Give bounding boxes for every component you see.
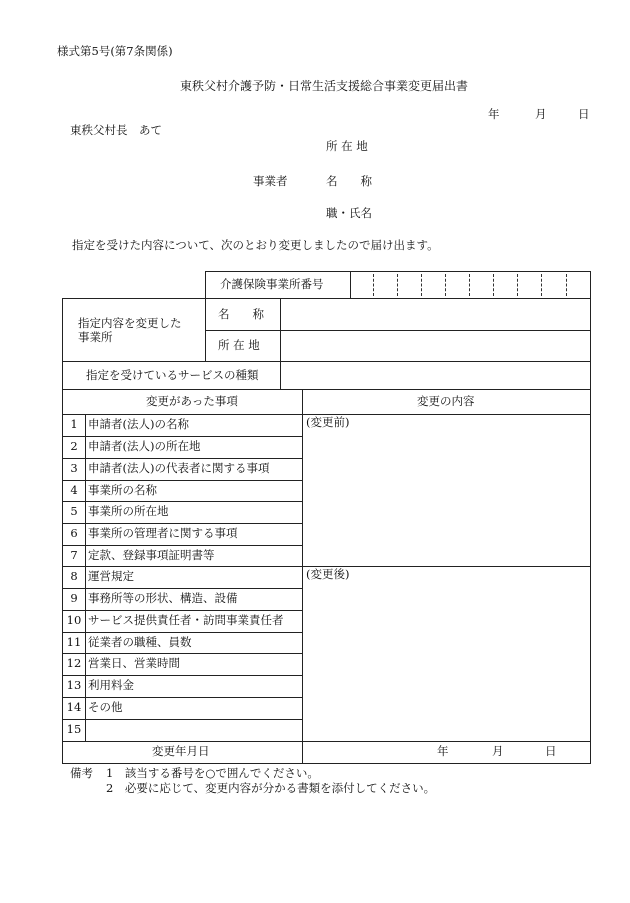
applicant-name-label: 名 称 [326,174,372,188]
changed-office-label-line2: 事業所 [78,330,113,344]
item-label: 利用料金 [88,678,134,692]
after-label: (変更後) [306,567,350,581]
item-label: 事業所の名称 [88,483,157,497]
item-label: その他 [88,700,123,714]
office-address-label: 所 在 地 [218,338,260,352]
item-number: 10 [66,613,82,627]
document-title: 東秩父村介護予防・日常生活支援総合事業変更届出書 [180,79,469,93]
items-header: 変更があった事項 [146,394,238,408]
form-number: 様式第5号(第7条関係) [57,44,173,58]
item-number: 6 [70,526,78,540]
item-label: 事務所等の形状、構造、設備 [88,591,238,605]
addressee: 東秩父村長 あて [70,123,162,137]
office-number-label: 介護保険事業所番号 [220,277,324,291]
content-header: 変更の内容 [417,394,475,408]
item-label: 従業者の職種、員数 [88,635,192,649]
item-number: 1 [70,417,78,431]
item-label: サービス提供責任者・訪問事業責任者 [88,613,284,627]
after-content-field[interactable] [304,582,589,739]
service-type-field[interactable] [282,363,589,388]
item-number: 8 [70,569,78,583]
item-label: 申請者(法人)の所在地 [88,439,201,453]
note-1: 1 該当する番号を○で囲んでください。 [106,766,319,780]
item-number: 13 [66,678,82,692]
item-number: 12 [66,656,82,670]
change-date-year[interactable]: 年 [437,744,449,758]
office-name-field[interactable] [282,300,589,329]
change-date-label: 変更年月日 [152,744,210,758]
item-number: 4 [70,483,78,497]
item-label: 運営規定 [88,569,134,583]
item-number: 7 [70,548,78,562]
item-number: 9 [70,591,78,605]
item-number: 3 [70,461,78,475]
office-address-field[interactable] [282,332,589,360]
item-number: 15 [66,722,82,736]
service-type-label: 指定を受けているサービスの種類 [86,368,259,382]
header-date-year: 年 [488,107,500,121]
before-content-field[interactable] [304,430,589,564]
applicant-jigyosha-label: 事業者 [253,174,288,188]
item-label: 定款、登録事項証明書等 [88,548,215,562]
before-label: (変更前) [306,415,350,429]
item-number: 14 [66,700,82,714]
header-date-month: 月 [535,107,547,121]
item-label: 申請者(法人)の代表者に関する事項 [88,461,270,475]
applicant-position-label: 職・氏名 [326,206,372,220]
item-number: 5 [70,504,78,518]
office-name-label: 名 称 [218,307,264,321]
changed-office-label-line1: 指定内容を変更した [78,316,182,330]
item-number: 2 [70,439,78,453]
item-label: 事業所の所在地 [88,504,169,518]
header-date-day: 日 [578,107,590,121]
item-number: 11 [66,635,82,649]
item-label: 営業日、営業時間 [88,656,180,670]
notes-label: 備考 [70,766,93,780]
change-date-day[interactable]: 日 [545,744,557,758]
item-label: 事業所の管理者に関する事項 [88,526,238,540]
item-label: 申請者(法人)の名称 [88,417,189,431]
note-2: 2 必要に応じて、変更内容が分かる書類を添付してください。 [106,781,436,795]
applicant-address-label: 所 在 地 [326,139,368,153]
change-date-month[interactable]: 月 [492,744,504,758]
statement: 指定を受けた内容について、次のとおり変更しましたので届け出ます。 [72,238,439,252]
